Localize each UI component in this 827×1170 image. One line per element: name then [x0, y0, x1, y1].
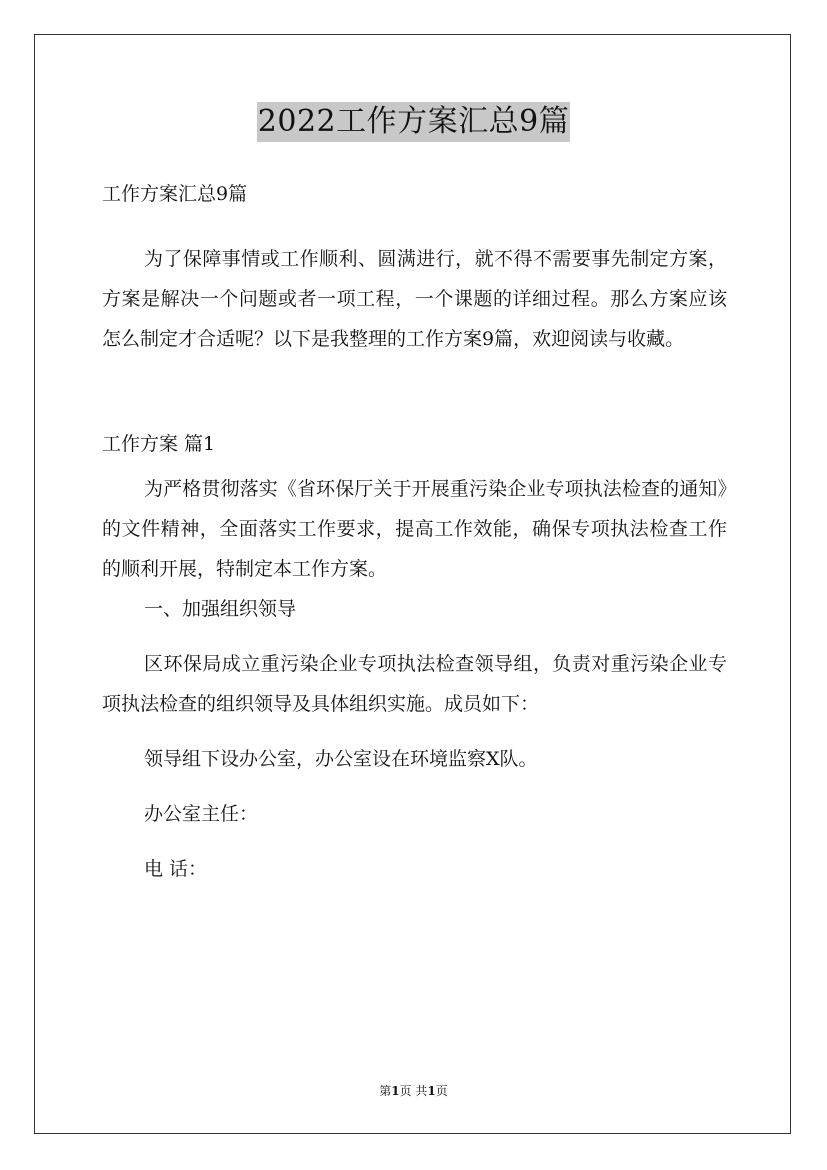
page-footer	[0, 1082, 827, 1100]
footer-page-number: 1	[391, 1084, 400, 1098]
body-paragraph: 电 话：	[144, 858, 208, 880]
document-title: 2022工作方案汇总9篇	[257, 102, 570, 142]
body-paragraph: 区环保局成立重污染企业专项执法检查领导组，负责对重污染企业专项执法检查的组织领导及具体组织实施。成员如下：	[102, 653, 727, 715]
document-body	[102, 174, 727, 889]
footer-mid: 页 共	[399, 1084, 428, 1098]
document-subtitle: 工作方案汇总9篇	[102, 183, 248, 205]
body-paragraph: 领导组下设办公室，办公室设在环境监察X队。	[144, 748, 538, 770]
body-paragraph: 为严格贯彻落实《省环保厅关于开展重污染企业专项执法检查的通知》的文件精神，全面落实工作要求，提高工作效能，确保专项执法检查工作的顺利开展，特制定本工作方案。	[102, 478, 727, 580]
title-container	[0, 102, 827, 142]
footer-total-pages: 1	[427, 1084, 436, 1098]
body-paragraph: 一、加强组织领导	[144, 598, 297, 620]
section-heading: 工作方案 篇1	[102, 433, 216, 455]
body-paragraph: 办公室主任：	[144, 803, 259, 825]
intro-paragraph: 为了保障事情或工作顺利、圆满进行，就不得不需要事先制定方案，方案是解决一个问题或者一项工程，一个课题的详细过程。那么方案应该怎么制定才合适呢？以下是我整理的工作方案9篇，欢迎阅读与收藏。	[102, 248, 727, 350]
footer-prefix: 第	[379, 1084, 392, 1098]
footer-suffix: 页	[435, 1084, 448, 1098]
